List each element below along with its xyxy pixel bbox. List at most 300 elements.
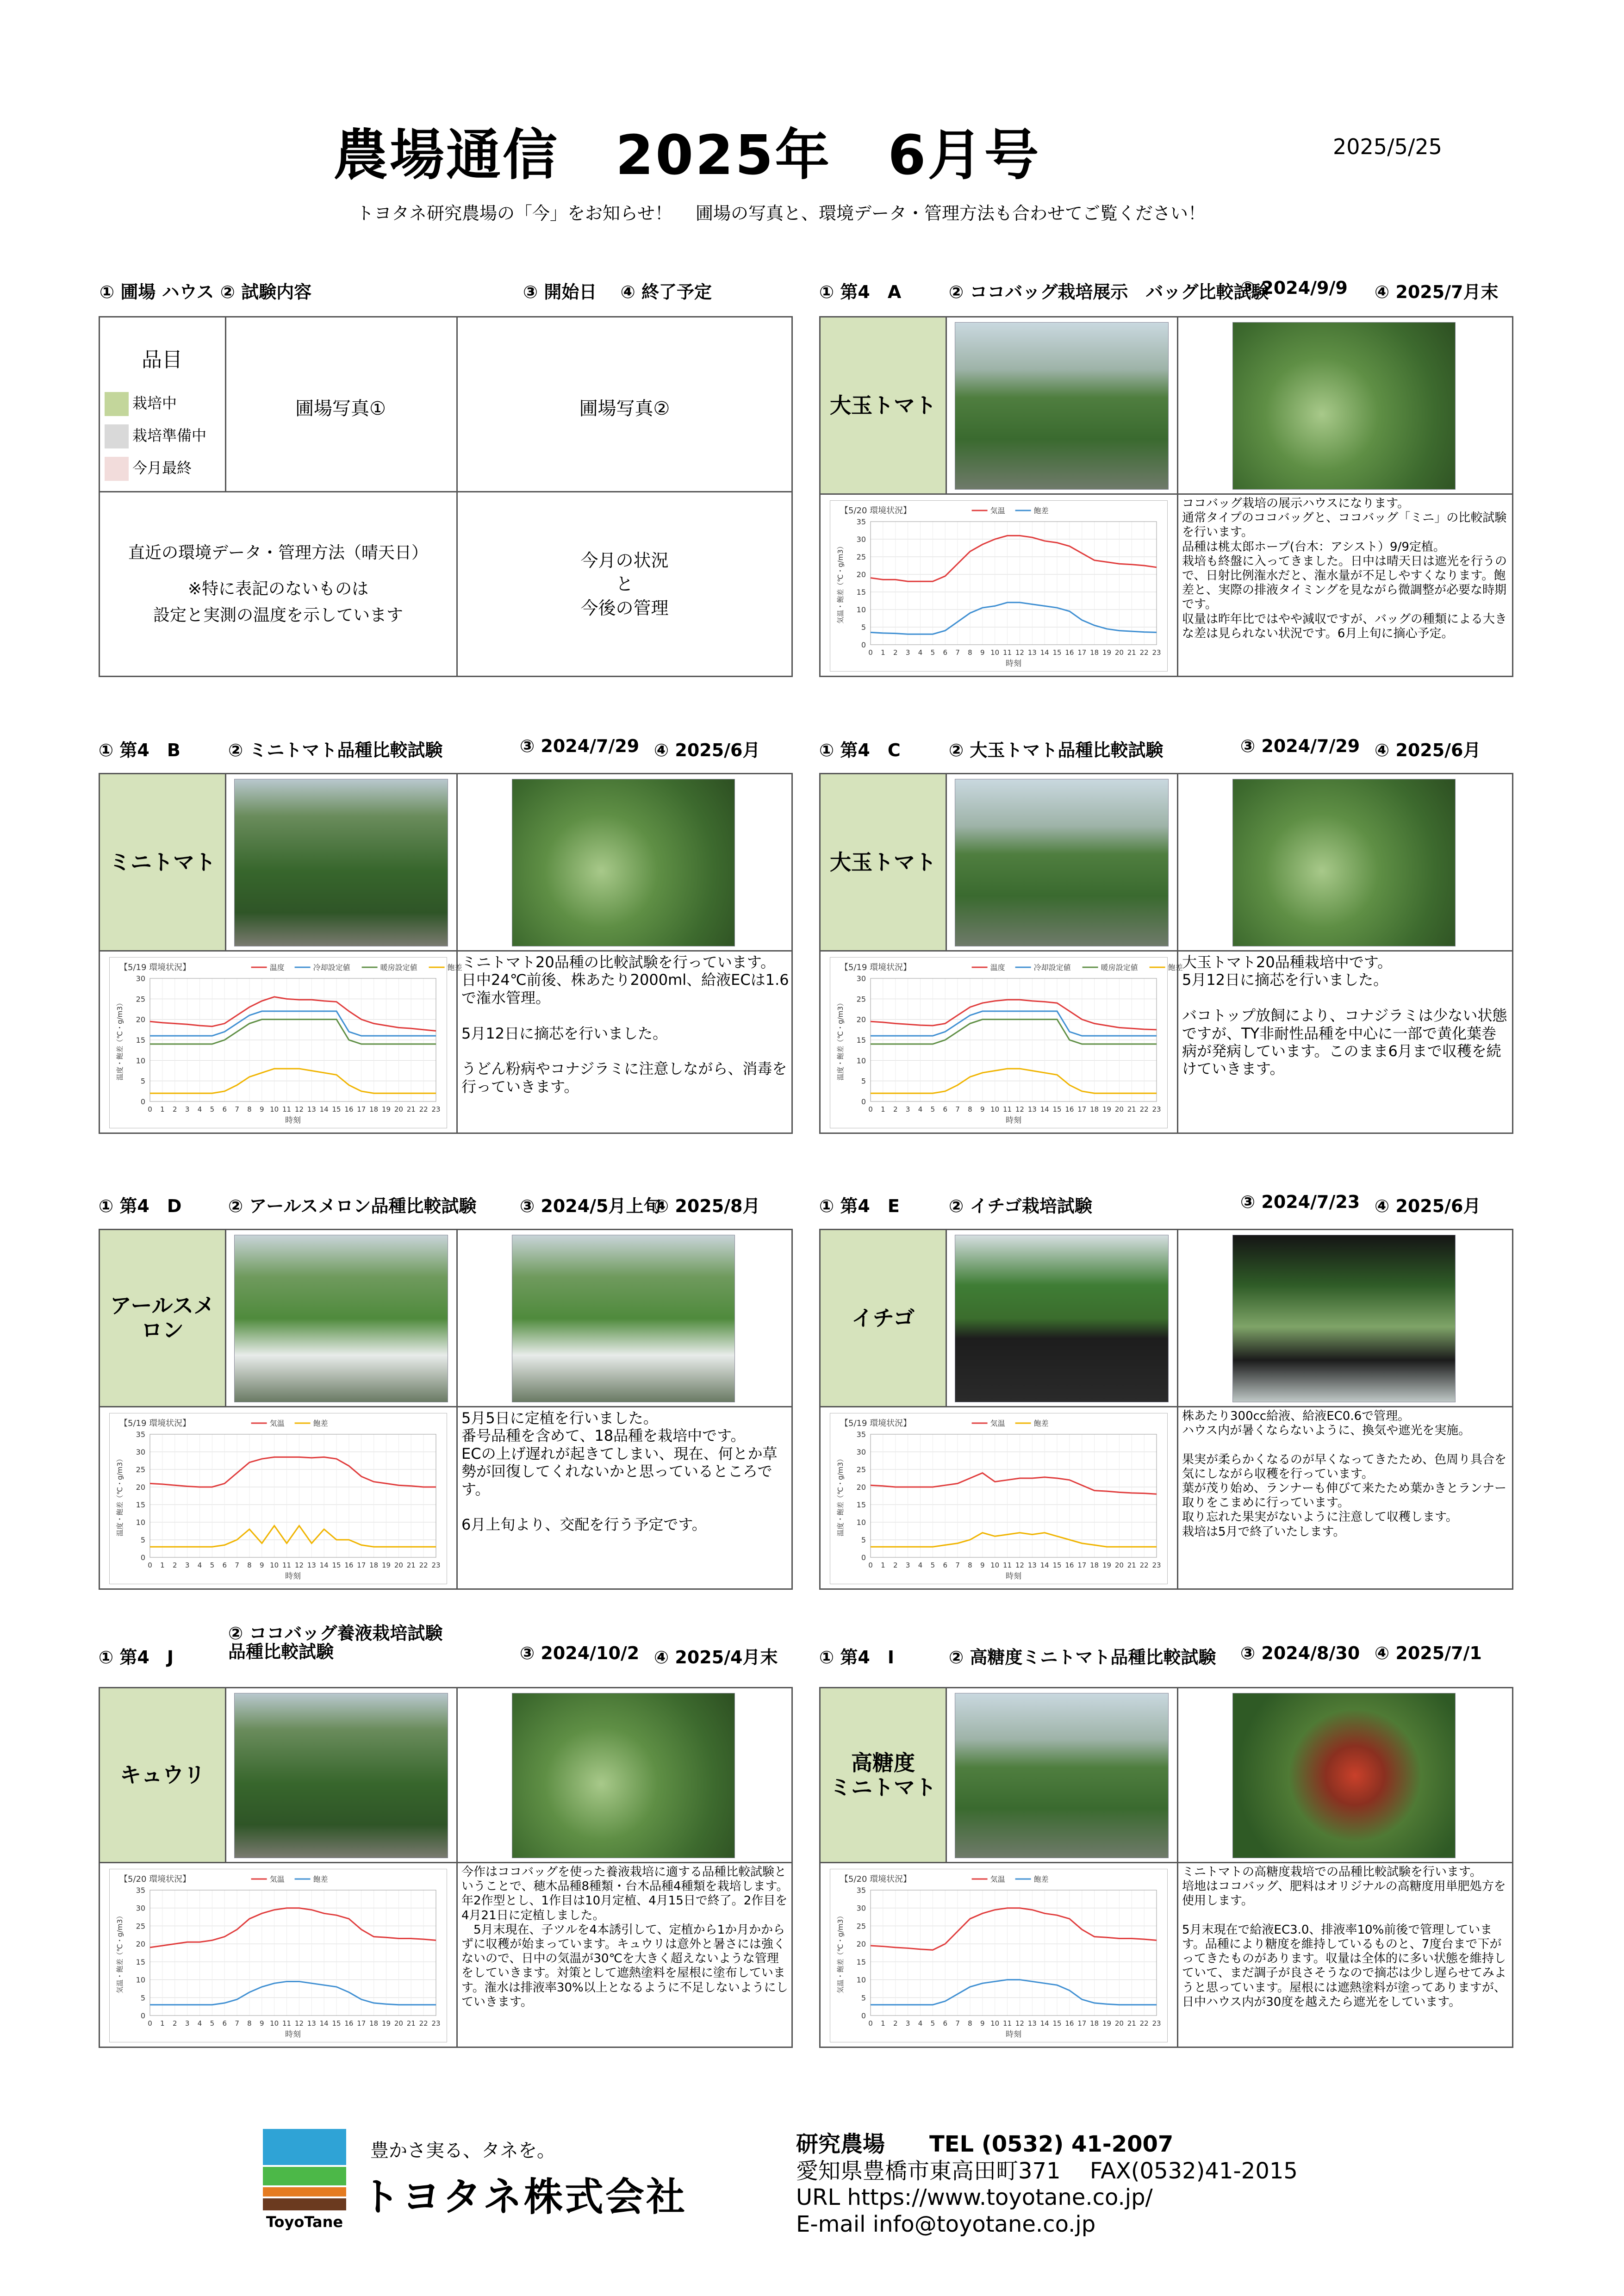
chart-frame [110,1869,447,2042]
legend-photo2-label: 圃場写真② [579,398,670,419]
x-tick-label: 11 [1003,1561,1012,1569]
x-tick-label: 8 [968,2019,972,2028]
x-tick-label: 12 [294,2019,304,2028]
legend-label: 気温 [990,1875,1005,1884]
x-tick-label: 1 [160,2019,165,2028]
newsletter-subtitle: トヨタネ研究農場の「今」をお知らせ！ 圃場の写真と、環境データ・管理方法も合わせてご覧ください！ [356,203,1206,224]
chart-frame [830,1869,1168,2042]
field-panel [819,316,1513,677]
x-tick-label: 5 [210,2019,215,2028]
x-tick-label: 9 [260,1105,264,1114]
x-tick-label: 19 [1102,2019,1112,2028]
x-tick-label: 15 [1052,2019,1062,2028]
y-tick-label: 5 [861,1076,866,1086]
x-tick-label: 14 [319,1105,329,1114]
x-tick-label: 17 [357,2019,366,2028]
field-photo-1 [955,779,1169,946]
y-axis-label: 気温・飽差（℃・g/m3） [116,1912,124,1994]
x-tick-label: 8 [247,2019,252,2028]
x-tick-label: 6 [943,1561,947,1569]
y-tick-label: 15 [136,1500,145,1509]
panel-field: ① 第4 I [819,1647,894,1668]
x-tick-label: 13 [1027,1561,1037,1569]
legend-item-final: 今月最終 [105,452,206,484]
x-tick-label: 11 [282,1561,292,1569]
panel-start-date: ③ 2024/5月上旬 [520,1196,661,1216]
y-tick-label: 0 [140,1097,145,1106]
crop-label: イチゴ [821,1230,946,1406]
x-tick-label: 6 [222,2019,227,2028]
x-tick-label: 13 [307,1561,316,1569]
x-tick-label: 18 [369,1105,379,1114]
x-tick-label: 23 [1152,2019,1161,2028]
x-tick-label: 22 [1139,1561,1149,1569]
field-photo-1 [234,1235,448,1402]
chart-title: 【5/19 環境状況】 [119,1419,191,1428]
x-tick-label: 21 [406,1561,416,1569]
x-tick-label: 1 [881,1561,885,1569]
x-tick-label: 10 [270,1105,279,1114]
field-photo-1 [955,1693,1169,1858]
legend-label: 暖房設定値 [1101,963,1138,972]
panel-trial: ② ミニトマト品種比較試験 [228,740,443,760]
status-notes: 今作はココバッグを使った養液栽培に適する品種比較試験ということで、穂木品種8種類・台木品種4種類を栽培します。年2作型とし、1作目は10月定植、4月15日で終了。2作目を4月21日に定植しました。 5月末現在、子ツルを4本誘引して、定植から1か月かからずに収穫が始まっています。キュウリは意外と暑さには強くないので、日中の気温が30℃を大きく超えないような管理をしていきます。対策として遮熱塗料を屋根に塗布しています。潅水は排液率30%以上となるように不足しないようにしていきます。 [461,1865,789,2009]
y-tick-label: 30 [856,1904,866,1913]
legend-title: 品目 [142,348,182,372]
legend-list [105,387,206,484]
panel-start-date: ③ 2024/8/30 [1240,1643,1360,1663]
y-tick-label: 25 [856,553,866,561]
x-tick-label: 15 [332,2019,341,2028]
x-tick-label: 17 [1077,1561,1087,1569]
x-tick-label: 14 [1040,2019,1049,2028]
x-tick-label: 20 [394,1105,403,1114]
legend-heading-right: ③ 開始日 ④ 終了予定 [523,282,712,302]
x-axis-label: 時刻 [1006,2030,1021,2039]
y-tick-label: 15 [136,1036,145,1045]
x-tick-label: 19 [381,2019,391,2028]
panel-end-date: ④ 2025/6月 [654,740,760,760]
newsletter-title: 農場通信 2025年 6月号 [333,123,1041,187]
x-tick-label: 19 [1102,1561,1112,1569]
status-notes: 株あたり300cc給液、給液EC0.6で管理。 ハウス内が暑くならないように、換気や遮光を実施。 果実が柔らかくなるのが早くなってきたため、色周り具合を気にしながら収穫を行っています。 葉が茂り始め、ランナーも伸びて来たため葉かきとランナー取りをこまめに行っています。 取り忘れた果実がないように注意して収穫します。 栽培は5月で終了いたします。 [1182,1409,1506,1539]
field-panel [819,1687,1513,2048]
x-tick-label: 17 [1077,2019,1087,2028]
chart-svg [830,1869,1168,2042]
status-notes: 5月5日に定植を行いました。 番号品種を含めて、18品種を栽培中です。 ECの上げ遅れが起きてしまい、現在、何とか草勢が回復してくれないかと思っているところです。 6月上旬より、交配を行う予定です。 [461,1409,778,1534]
x-tick-label: 7 [235,2019,239,2028]
panel-trial: ② ココバッグ栽培展示 バッグ比較試験 [949,282,1269,302]
legend-label: 暖房設定値 [380,963,417,972]
x-axis-label: 時刻 [1006,659,1021,668]
panel-field: ① 第4 J [99,1647,174,1668]
y-tick-label: 20 [856,570,866,579]
x-tick-label: 3 [185,2019,190,2028]
panel-trial: ② アールスメロン品種比較試験 [228,1196,477,1216]
environment-chart [109,957,462,1128]
x-tick-label: 14 [319,2019,329,2028]
x-tick-label: 9 [980,2019,985,2028]
x-tick-label: 22 [1139,648,1149,657]
x-tick-label: 21 [1127,648,1136,657]
x-tick-label: 3 [905,1105,910,1114]
y-tick-label: 30 [856,974,866,983]
x-tick-label: 10 [270,1561,279,1569]
x-tick-label: 20 [1114,2019,1124,2028]
crop-label: 大玉トマト [821,317,946,493]
panel-field: ① 第4 A [819,282,902,302]
field-photo-2 [512,1693,735,1858]
y-tick-label: 25 [856,1465,866,1474]
panel-trial: ② ココバッグ養液栽培試験 品種比較試験 [228,1623,443,1662]
x-tick-label: 21 [1127,1561,1136,1569]
company-slogan: 豊かさ実る、タネを。 [370,2140,555,2161]
y-tick-label: 10 [856,1056,866,1065]
field-photo-2 [512,779,735,946]
y-axis-label: 温度・飽差（℃・g/m3） [116,1455,124,1537]
x-tick-label: 7 [955,1105,960,1114]
y-tick-label: 0 [861,2011,866,2020]
legend-label: 飽差 [1168,963,1183,972]
legend-label: 温度 [269,963,285,972]
panel-field: ① 第4 E [819,1196,900,1216]
status-notes: ミニトマトの高糖度栽培での品種比較試験を行います。 培地はココバッグ、肥料はオリジナルの高糖度用単肥処方を使用します。 5月末現在で給液EC3.0、排液率10%前後で管理しています。品種により糖度を維持しているものと、7度台まで下がってきたものがあります。収量は全体的に多い状態を維持していて、まだ調子が良さそうなので摘芯は少し遅らせてみようと思っています。屋根には遮熱塗料が塗ってありますが、日中ハウス内が30度を越えたら遮光をしています。 [1182,1865,1506,2009]
field-photo-1 [234,779,448,946]
x-tick-label: 21 [1127,2019,1136,2028]
x-tick-label: 2 [172,1561,177,1569]
y-tick-label: 30 [136,1448,145,1456]
x-tick-label: 4 [918,2019,923,2028]
chart-svg [109,1869,447,2042]
y-tick-label: 5 [140,1993,145,2003]
legend-label: 気温 [990,1419,1005,1428]
x-tick-label: 15 [332,1561,341,1569]
x-tick-label: 5 [210,1105,215,1114]
x-tick-label: 5 [210,1561,215,1569]
x-axis-label: 時刻 [1006,1572,1021,1581]
x-tick-label: 18 [1090,1561,1099,1569]
x-tick-label: 15 [1052,648,1062,657]
chart-title: 【5/20 環境状況】 [840,506,912,516]
y-tick-label: 10 [856,605,866,614]
x-tick-label: 19 [381,1105,391,1114]
panel-start-date: ③ 2024/10/2 [520,1643,640,1663]
x-tick-label: 7 [955,1561,960,1569]
x-tick-label: 0 [148,1561,152,1569]
legend-panel [99,316,793,677]
field-photo-2 [1232,1235,1456,1402]
y-tick-label: 0 [140,1553,145,1562]
legend-label: 飽差 [1033,506,1049,515]
contact-phone: 研究農場 TEL (0532) 41-2007 [796,2131,1174,2157]
x-tick-label: 5 [930,1561,935,1569]
issue-date: 2025/5/25 [1333,134,1442,159]
x-tick-label: 13 [1027,2019,1037,2028]
x-tick-label: 8 [247,1105,252,1114]
x-tick-label: 10 [990,2019,1000,2028]
x-tick-label: 20 [1114,1105,1124,1114]
x-tick-label: 10 [990,1105,1000,1114]
x-tick-label: 12 [294,1105,304,1114]
chart-title: 【5/19 環境状況】 [840,963,912,972]
y-tick-label: 0 [861,1097,866,1106]
x-tick-label: 22 [419,1561,428,1569]
environment-chart [109,1413,447,1584]
y-tick-label: 15 [856,1957,866,1966]
x-tick-label: 3 [185,1105,190,1114]
y-tick-label: 0 [861,641,866,649]
y-tick-label: 25 [136,995,145,1004]
x-tick-label: 4 [197,2019,202,2028]
crop-label: 高糖度 ミニトマト [821,1688,946,1862]
y-tick-label: 10 [856,1975,866,1985]
x-tick-label: 5 [930,2019,935,2028]
x-tick-label: 3 [185,1561,190,1569]
y-axis-label: 気温・飽差（℃・g/m3） [836,1912,845,1994]
x-tick-label: 4 [918,1561,923,1569]
x-tick-label: 1 [160,1561,165,1569]
x-tick-label: 1 [881,1105,885,1114]
environment-chart [830,957,1183,1128]
x-tick-label: 16 [344,1105,354,1114]
x-tick-label: 10 [270,2019,279,2028]
legend-label: 飽差 [447,963,462,972]
panel-end-date: ④ 2025/6月 [1375,1196,1481,1216]
legend-label: 冷却設定値 [1033,963,1071,972]
panel-end-date: ④ 2025/4月末 [654,1647,778,1668]
x-tick-label: 22 [1139,2019,1149,2028]
panel-field: ① 第4 C [819,740,901,760]
x-tick-label: 21 [406,2019,416,2028]
x-tick-label: 10 [990,1561,1000,1569]
panel-trial: ② 大玉トマト品種比較試験 [949,740,1164,760]
x-tick-label: 0 [148,1105,152,1114]
environment-chart [830,500,1168,672]
x-tick-label: 0 [868,1105,873,1114]
x-tick-label: 23 [1152,1561,1161,1569]
company-name: トヨタネ株式会社 [361,2174,687,2220]
x-tick-label: 4 [197,1561,202,1569]
x-tick-label: 8 [968,1561,972,1569]
x-axis-label: 時刻 [1006,1116,1021,1125]
x-tick-label: 16 [344,2019,354,2028]
x-tick-label: 20 [1114,648,1124,657]
x-tick-label: 18 [369,2019,379,2028]
y-tick-label: 15 [136,1957,145,1966]
panel-end-date: ④ 2025/8月 [654,1196,760,1216]
panel-start-date: ③ 2024/7/29 [1240,736,1360,756]
chart-frame [830,501,1168,672]
panel-trial: ② 高糖度ミニトマト品種比較試験 [949,1647,1216,1668]
x-tick-label: 8 [968,1105,972,1114]
panel-end-date: ④ 2025/7月末 [1375,282,1499,302]
legend-status-description: 今月の状況 と 今後の管理 [580,550,669,618]
contact-url[interactable]: URL https://www.toyotane.co.jp/ [796,2184,1153,2211]
y-axis-label: 気温・飽差（℃・g/m3） [836,542,845,624]
x-tick-label: 14 [1040,1561,1049,1569]
x-tick-label: 18 [1090,1105,1099,1114]
field-photo-2 [512,1235,735,1402]
y-tick-label: 20 [856,1940,866,1949]
y-tick-label: 35 [136,1430,145,1439]
x-tick-label: 2 [172,2019,177,2028]
y-tick-label: 25 [136,1465,145,1474]
x-tick-label: 11 [1003,1105,1012,1114]
x-tick-label: 1 [160,1105,165,1114]
legend-photo1-label: 圃場写真① [295,398,386,419]
x-axis-label: 時刻 [285,2030,301,2039]
legend-label: 冷却設定値 [313,963,350,972]
x-tick-label: 9 [260,1561,264,1569]
x-tick-label: 14 [1040,648,1049,657]
x-tick-label: 18 [369,1561,379,1569]
toyotane-logo: ToyoTane [263,2129,346,2235]
chart-title: 【5/19 環境状況】 [119,963,191,972]
chart-frame [830,1413,1168,1584]
x-tick-label: 20 [394,1561,403,1569]
x-tick-label: 13 [307,2019,316,2028]
field-panel [99,773,793,1134]
field-photo-2 [1232,1693,1456,1858]
environment-chart [830,1869,1168,2042]
x-tick-label: 19 [1102,1105,1112,1114]
panel-field: ① 第4 D [99,1196,182,1216]
legend-label: 飽差 [1033,1875,1049,1884]
field-panel [99,1687,793,2048]
x-tick-label: 16 [1065,1561,1074,1569]
y-tick-label: 20 [136,1940,145,1949]
x-tick-label: 2 [893,2019,898,2028]
y-tick-label: 35 [856,1886,866,1895]
x-tick-label: 12 [1015,1105,1024,1114]
status-notes: 大玉トマト20品種栽培中です。 5月12日に摘芯を行いました。 バコトップ放飼により、コナジラミは少ない状態ですが、TY非耐性品種を中心に一部で黄化葉巻病が発病しています。このまま6月まで収穫を続けていきます。 [1182,953,1507,1078]
y-tick-label: 20 [136,1483,145,1492]
y-axis-label: 温度・飽差（℃・g/m3） [116,999,124,1081]
x-tick-label: 23 [431,1561,441,1569]
x-tick-label: 18 [1090,648,1099,657]
x-tick-label: 3 [905,648,910,657]
panel-start-date: ③ 2024/7/29 [520,736,640,756]
x-tick-label: 6 [943,648,947,657]
x-tick-label: 14 [319,1561,329,1569]
field-photo-1 [234,1693,448,1858]
x-tick-label: 6 [222,1561,227,1569]
x-tick-label: 15 [1052,1105,1062,1114]
x-tick-label: 8 [247,1561,252,1569]
x-tick-label: 4 [918,1105,923,1114]
x-tick-label: 3 [905,2019,910,2028]
chart-frame [110,958,447,1128]
crop-label: アールスメロン [100,1230,225,1406]
x-tick-label: 11 [282,1105,292,1114]
legend-label: 温度 [990,963,1005,972]
chart-frame [830,958,1168,1128]
x-tick-label: 17 [1077,648,1087,657]
panel-end-date: ④ 2025/7/1 [1375,1643,1482,1663]
chart-svg [830,500,1168,672]
y-tick-label: 5 [861,623,866,632]
legend-item-preparing: 栽培準備中 [105,419,206,452]
field-panel [819,773,1513,1134]
chart-title: 【5/19 環境状況】 [840,1419,912,1428]
contact-email[interactable]: E-mail info@toyotane.co.jp [796,2211,1096,2237]
status-notes: ミニトマト20品種の比較試験を行っています。 日中24℃前後、株あたり2000ml、給液ECは1.6で潅水管理。 5月12日に摘芯を行いました。 うどん粉病やコナジラミに注意しながら、消毒を行っていきます。 [461,953,789,1095]
x-tick-label: 16 [1065,1105,1074,1114]
contact-info [796,2131,1298,2238]
x-tick-label: 12 [1015,1561,1024,1569]
y-tick-label: 5 [861,1993,866,2003]
x-tick-label: 23 [1152,648,1161,657]
y-tick-label: 30 [856,535,866,544]
panel-field: ① 第4 B [99,740,180,760]
x-tick-label: 22 [1139,1105,1149,1114]
chart-frame [110,1413,447,1584]
x-tick-label: 16 [1065,648,1074,657]
x-tick-label: 0 [868,648,873,657]
contact-address-fax: 愛知県豊橋市東高田町371 FAX(0532)41-2015 [796,2158,1298,2184]
y-axis-label: 温度・飽差（℃・g/m3） [836,1455,845,1537]
x-tick-label: 4 [918,648,923,657]
x-tick-label: 20 [394,2019,403,2028]
chart-title: 【5/20 環境状況】 [119,1874,191,1884]
legend-heading-left: ① 圃場 ハウス ② 試験内容 [100,282,312,302]
x-tick-label: 13 [1027,1105,1037,1114]
x-tick-label: 15 [1052,1561,1062,1569]
chart-svg [830,957,1183,1128]
x-tick-label: 19 [1102,648,1112,657]
legend-label: 気温 [269,1419,285,1428]
panel-start-date: ③ 2024/7/23 [1240,1192,1360,1212]
x-tick-label: 18 [1090,2019,1099,2028]
x-tick-label: 0 [148,2019,152,2028]
y-tick-label: 20 [136,1015,145,1024]
chart-svg [830,1413,1168,1584]
x-tick-label: 23 [431,2019,441,2028]
legend-label: 飽差 [313,1419,328,1428]
x-tick-label: 7 [955,648,960,657]
status-notes: ココバッグ栽培の展示ハウスになります。 通常タイプのココバッグと、ココバッグ「ミニ」の比較試験を行います。 品種は桃太郎ホープ(台木：アシスト）9/9定植。 栽培も終盤に入ってきました。日中は晴天日は遮光を行うので、日射比例潅水だと、潅水量が不足しやすくなります。飽差と、実際の排液タイミングを見ながら微調整が必要な時期です。 収量は昨年比ではやや減収ですが、バッグの種類による大きな差は見られない状況です。6月上旬に摘心予定。 [1182,497,1507,641]
x-tick-label: 2 [893,1105,898,1114]
chart-svg [109,957,462,1128]
x-tick-label: 19 [381,1561,391,1569]
x-tick-label: 9 [980,1105,985,1114]
field-photo-2 [1232,322,1456,490]
y-tick-label: 20 [856,1483,866,1492]
y-tick-label: 15 [856,1036,866,1045]
y-axis-label: 温度・飽差（℃・g/m3） [836,999,845,1081]
x-tick-label: 23 [431,1105,441,1114]
y-tick-label: 25 [856,1922,866,1931]
x-tick-label: 3 [905,1561,910,1569]
legend-label: 飽差 [313,1875,328,1884]
x-tick-label: 0 [868,1561,873,1569]
environment-chart [830,1413,1168,1584]
panel-start-date: ③ 2024/9/9 [1240,278,1348,298]
crop-label: キュウリ [100,1688,225,1862]
x-tick-label: 5 [930,1105,935,1114]
x-tick-label: 13 [307,1105,316,1114]
y-tick-label: 35 [856,1430,866,1439]
y-tick-label: 30 [136,974,145,983]
y-tick-label: 30 [136,1904,145,1913]
field-panel [99,1229,793,1590]
x-tick-label: 7 [235,1105,239,1114]
panel-end-date: ④ 2025/6月 [1375,740,1481,760]
legend-env-description: 直近の環境データ・管理方法（晴天日） ※特に表記のないものは 設定と実測の温度を示しています [128,543,428,625]
x-tick-label: 21 [406,1105,416,1114]
x-tick-label: 7 [955,2019,960,2028]
x-tick-label: 13 [1027,648,1037,657]
